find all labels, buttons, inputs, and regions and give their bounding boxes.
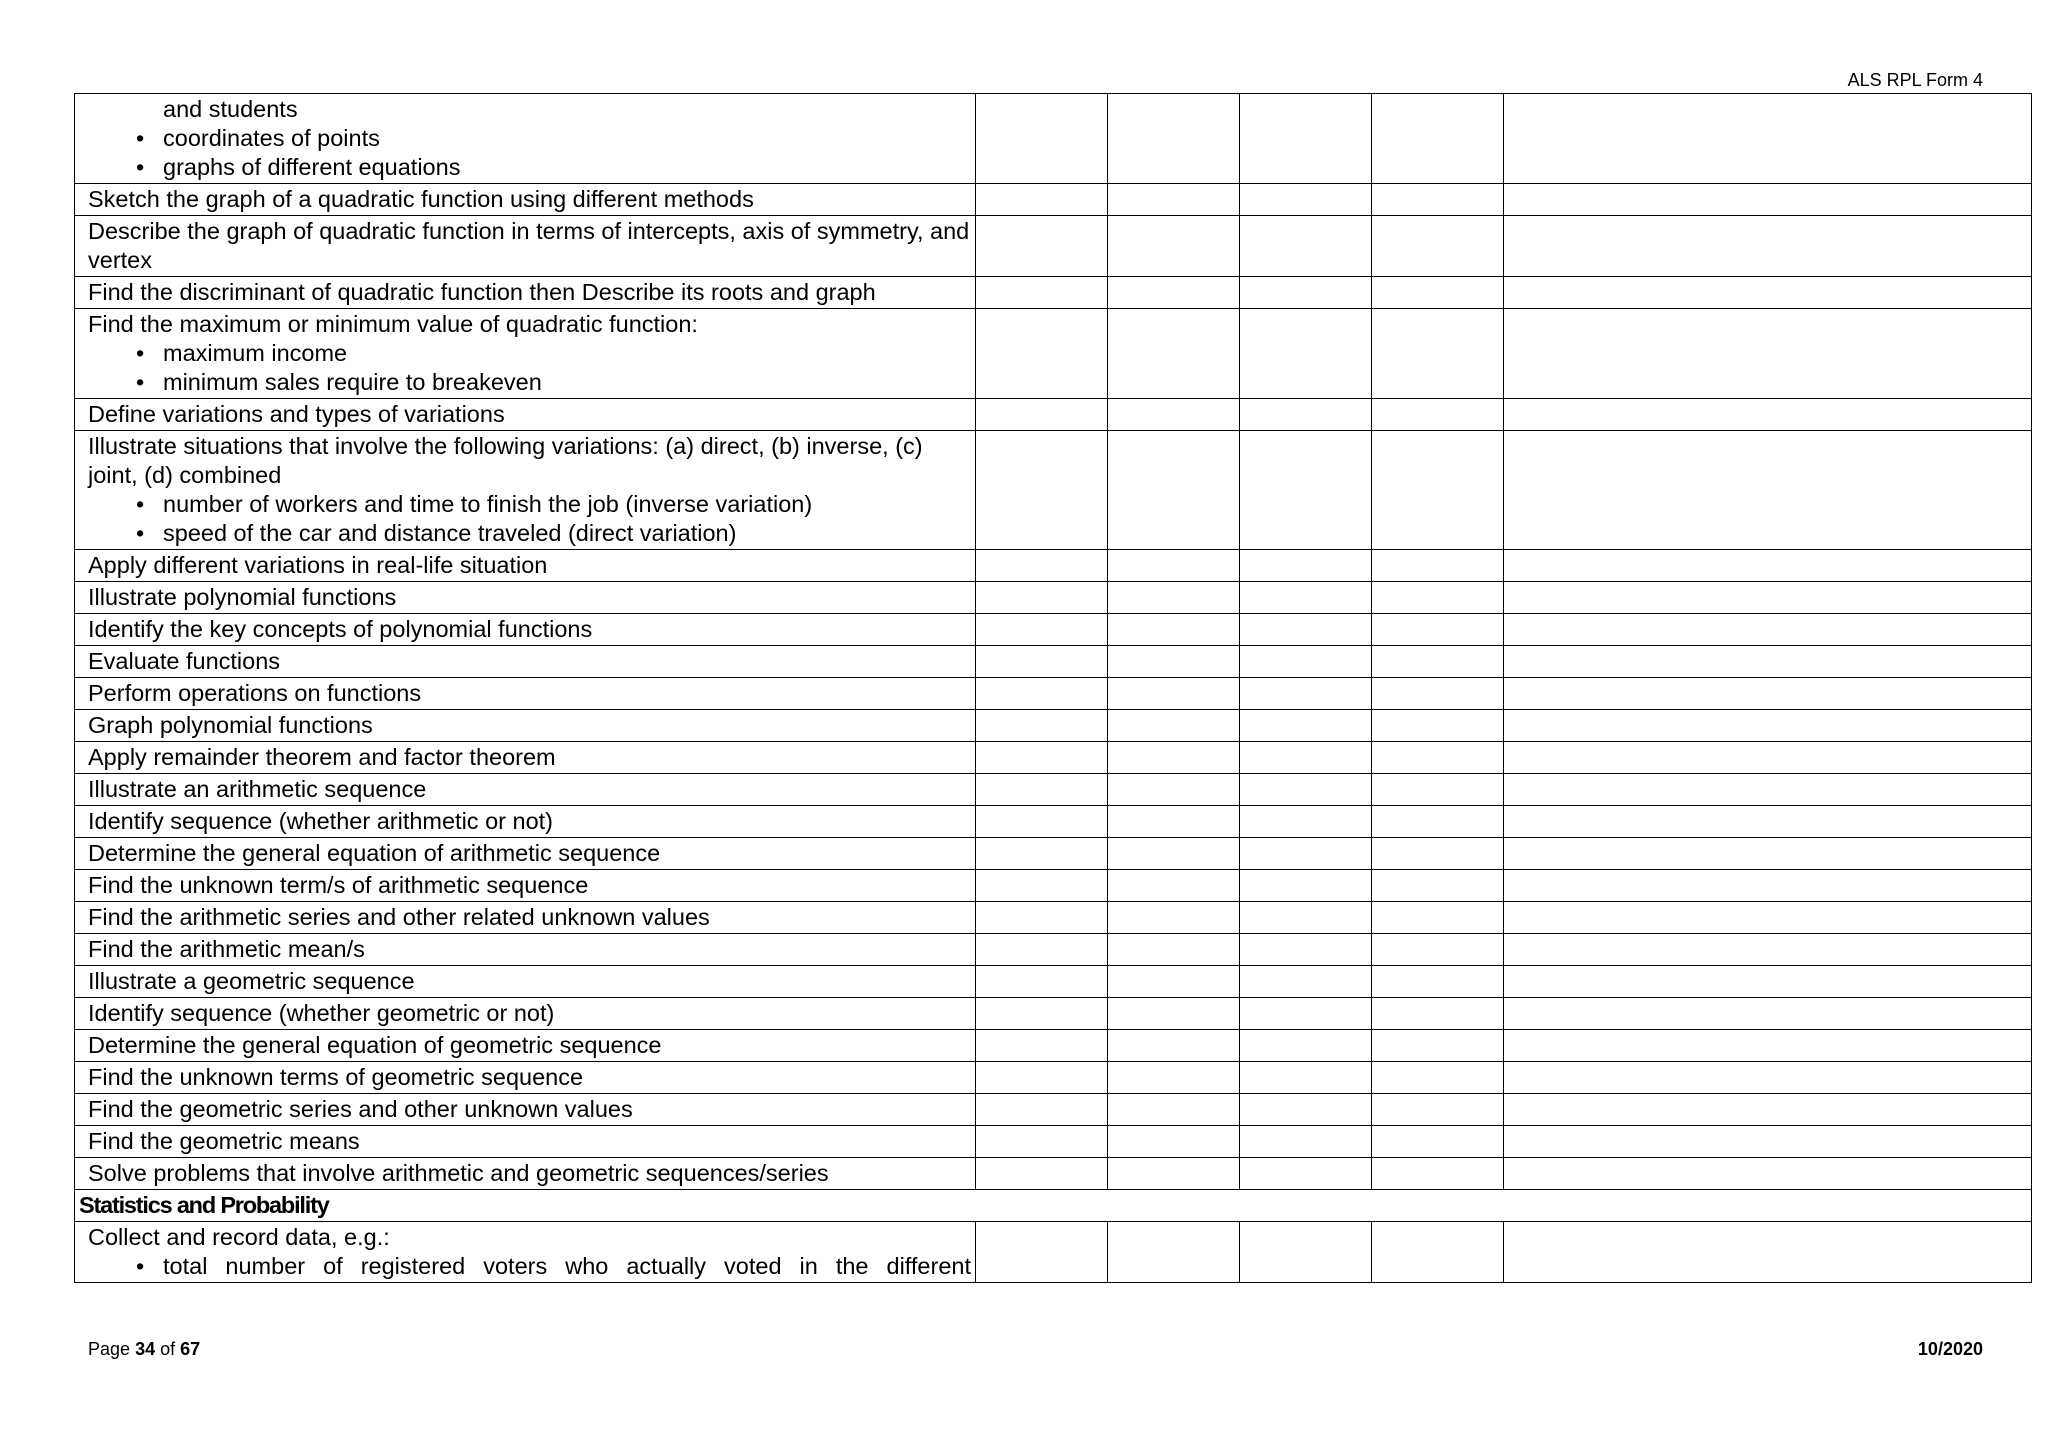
checkbox-cell[interactable] <box>976 1030 1108 1062</box>
competency-cell: Find the geometric series and other unknown values <box>75 1094 976 1126</box>
competency-text: and students <box>163 96 298 122</box>
checkbox-cell[interactable] <box>1108 806 1240 838</box>
checkbox-cell[interactable] <box>1240 184 1372 216</box>
checkbox-cell[interactable] <box>1240 216 1372 277</box>
bullet-item: • maximum income <box>136 340 348 366</box>
bullet-icon: • <box>136 125 145 151</box>
checkbox-cell[interactable] <box>1240 1126 1372 1158</box>
checkbox-cell[interactable] <box>1108 1030 1240 1062</box>
table-row <box>75 1222 2032 1283</box>
bullet-text <box>163 1252 975 1281</box>
checkbox-cell[interactable] <box>1108 838 1240 870</box>
checkbox-cell[interactable] <box>1372 582 1504 614</box>
checkbox-cell[interactable] <box>1240 838 1372 870</box>
checkbox-cell[interactable] <box>976 998 1108 1030</box>
remarks-cell[interactable] <box>1504 1222 2032 1283</box>
table-row <box>75 582 2032 614</box>
checkbox-cell[interactable] <box>1108 550 1240 582</box>
bullet-icon: • <box>136 154 145 180</box>
form-date: 10/2020 <box>1917 1339 1983 1359</box>
checkbox-cell[interactable] <box>1372 399 1504 431</box>
checkbox-cell[interactable] <box>1372 614 1504 646</box>
checkbox-cell[interactable] <box>1240 710 1372 742</box>
competency-cell: Find the unknown term/s of arithmetic sequence <box>75 870 976 902</box>
table-row <box>75 934 2032 966</box>
table-row <box>75 1158 2032 1190</box>
checkbox-cell[interactable] <box>1372 216 1504 277</box>
bullet-item: • coordinates of points <box>136 125 380 151</box>
checkbox-cell[interactable] <box>1108 934 1240 966</box>
remarks-cell[interactable] <box>1504 998 2032 1030</box>
remarks-cell[interactable] <box>1504 550 2032 582</box>
checkbox-cell[interactable] <box>1240 742 1372 774</box>
checkbox-cell[interactable] <box>1240 94 1372 184</box>
bullet-word: total <box>163 1253 208 1279</box>
bullet-item: • number of workers and time to finish the job (inverse variation) <box>136 491 813 517</box>
competency-cell: Sketch the graph of a quadratic function using different methods <box>75 184 976 216</box>
checkbox-cell[interactable] <box>1240 966 1372 998</box>
competency-cell: Solve problems that involve arithmetic and geometric sequences/series <box>75 1158 976 1190</box>
checkbox-cell[interactable] <box>1240 309 1372 399</box>
remarks-cell[interactable] <box>1504 309 2032 399</box>
checkbox-cell[interactable] <box>976 1222 1108 1283</box>
checkbox-cell[interactable] <box>1108 94 1240 184</box>
remarks-cell[interactable] <box>1504 277 2032 309</box>
competency-cell: Evaluate functions <box>75 646 976 678</box>
checkbox-cell[interactable] <box>1240 902 1372 934</box>
checkbox-cell[interactable] <box>1108 431 1240 550</box>
remarks-cell[interactable] <box>1504 1126 2032 1158</box>
checkbox-cell[interactable] <box>1108 216 1240 277</box>
remarks-cell[interactable] <box>1504 870 2032 902</box>
checkbox-cell[interactable] <box>1372 678 1504 710</box>
checkbox-cell[interactable] <box>1372 806 1504 838</box>
remarks-cell[interactable] <box>1504 431 2032 550</box>
checkbox-cell[interactable] <box>1108 399 1240 431</box>
checkbox-cell[interactable] <box>1240 1030 1372 1062</box>
checkbox-cell[interactable] <box>1108 184 1240 216</box>
table-row <box>75 678 2032 710</box>
checkbox-cell[interactable] <box>1108 902 1240 934</box>
checkbox-cell[interactable] <box>1108 1094 1240 1126</box>
checkbox-cell[interactable] <box>1372 550 1504 582</box>
checkbox-cell[interactable] <box>976 550 1108 582</box>
checkbox-cell[interactable] <box>1240 774 1372 806</box>
checkbox-cell[interactable] <box>976 1094 1108 1126</box>
competency-cell: Define variations and types of variations <box>75 399 976 431</box>
checkbox-cell[interactable] <box>1108 309 1240 399</box>
checkbox-cell[interactable] <box>976 870 1108 902</box>
bullet-word: voted <box>724 1253 782 1279</box>
checkbox-cell[interactable] <box>976 431 1108 550</box>
competency-cell: Determine the general equation of arithmetic sequence <box>75 838 976 870</box>
competency-cell: Identify sequence (whether arithmetic or not) <box>75 806 976 838</box>
remarks-cell[interactable] <box>1504 614 2032 646</box>
bullet-item: • minimum sales require to breakeven <box>136 369 542 395</box>
checkbox-cell[interactable] <box>1108 646 1240 678</box>
table-row <box>75 646 2032 678</box>
checkbox-cell[interactable] <box>1240 646 1372 678</box>
bullet-icon: • <box>136 520 145 546</box>
remarks-cell[interactable] <box>1504 742 2032 774</box>
checkbox-cell[interactable] <box>976 309 1108 399</box>
bullet-icon: • <box>136 491 145 517</box>
table-row <box>75 998 2032 1030</box>
checkbox-cell[interactable] <box>1108 1126 1240 1158</box>
remarks-cell[interactable] <box>1504 710 2032 742</box>
bullet-word: different <box>886 1253 971 1279</box>
remarks-cell[interactable] <box>1504 934 2032 966</box>
checkbox-cell[interactable] <box>1372 966 1504 998</box>
bullet-word: in <box>799 1253 818 1279</box>
table-row <box>75 1030 2032 1062</box>
table-row <box>75 870 2032 902</box>
form-label: ALS RPL Form 4 <box>1847 70 1983 90</box>
checkbox-cell[interactable] <box>1372 1158 1504 1190</box>
checkbox-cell[interactable] <box>1108 678 1240 710</box>
competency-text: Illustrate situations that involve the following variations: (a) direct, (b) inverse, (c) joint, (d) combined <box>88 433 923 488</box>
section-heading: Statistics and Probability <box>75 1190 2032 1222</box>
table-row <box>75 838 2032 870</box>
competency-cell <box>75 1222 976 1283</box>
checkbox-cell[interactable] <box>1372 774 1504 806</box>
checkbox-cell[interactable] <box>1108 710 1240 742</box>
competency-cell: Describe the graph of quadratic function in terms of intercepts, axis of symmetry, and vertex <box>75 216 976 277</box>
competency-cell: Determine the general equation of geometric sequence <box>75 1030 976 1062</box>
competency-cell: Find the arithmetic mean/s <box>75 934 976 966</box>
table-row <box>75 431 2032 550</box>
competency-checklist-table <box>74 93 2032 1283</box>
competency-cell: Find the discriminant of quadratic function then Describe its roots and graph <box>75 277 976 309</box>
bullet-word: registered <box>360 1253 466 1279</box>
checkbox-cell[interactable] <box>976 184 1108 216</box>
checkbox-cell[interactable] <box>1372 184 1504 216</box>
checkbox-cell[interactable] <box>1372 1094 1504 1126</box>
table-row <box>75 742 2032 774</box>
competency-cell: Illustrate polynomial functions <box>75 582 976 614</box>
checkbox-cell[interactable] <box>976 614 1108 646</box>
checkbox-cell[interactable] <box>1372 1126 1504 1158</box>
checkbox-cell[interactable] <box>976 1158 1108 1190</box>
checkbox-cell[interactable] <box>1372 742 1504 774</box>
checkbox-cell[interactable] <box>1240 1222 1372 1283</box>
checkbox-cell[interactable] <box>1240 870 1372 902</box>
checkbox-cell[interactable] <box>1372 94 1504 184</box>
checkbox-cell[interactable] <box>1108 1062 1240 1094</box>
competency-cell: Find the unknown terms of geometric sequence <box>75 1062 976 1094</box>
checkbox-cell[interactable] <box>1108 1158 1240 1190</box>
checkbox-cell[interactable] <box>1240 1158 1372 1190</box>
checkbox-cell[interactable] <box>1372 277 1504 309</box>
checkbox-cell[interactable] <box>1240 678 1372 710</box>
checkbox-cell[interactable] <box>1372 998 1504 1030</box>
bullet-item <box>88 1252 975 1281</box>
remarks-cell[interactable] <box>1504 1062 2032 1094</box>
bullet-word: who <box>565 1253 609 1279</box>
checkbox-cell[interactable] <box>1372 1062 1504 1094</box>
checkbox-cell[interactable] <box>1108 582 1240 614</box>
competency-text: Collect and record data, e.g.: <box>88 1224 390 1250</box>
checkbox-cell[interactable] <box>1240 277 1372 309</box>
competency-cell: Identify the key concepts of polynomial functions <box>75 614 976 646</box>
checkbox-cell[interactable] <box>976 774 1108 806</box>
remarks-cell[interactable] <box>1504 966 2032 998</box>
checkbox-cell[interactable] <box>1372 870 1504 902</box>
checkbox-cell[interactable] <box>1240 1094 1372 1126</box>
bullet-word: actually <box>626 1253 707 1279</box>
checkbox-cell[interactable] <box>1372 1030 1504 1062</box>
bullet-word: of <box>323 1253 343 1279</box>
checkbox-cell[interactable] <box>1240 614 1372 646</box>
table-row <box>75 806 2032 838</box>
competency-text: Find the maximum or minimum value of quadratic function: <box>88 311 698 337</box>
table-row <box>75 277 2032 309</box>
table-row <box>75 1062 2032 1094</box>
checkbox-cell[interactable] <box>1108 742 1240 774</box>
competency-cell: Find the geometric means <box>75 1126 976 1158</box>
remarks-cell[interactable] <box>1504 902 2032 934</box>
checkbox-cell[interactable] <box>1108 966 1240 998</box>
checkbox-cell[interactable] <box>976 838 1108 870</box>
competency-cell <box>75 431 976 550</box>
checkbox-cell[interactable] <box>976 582 1108 614</box>
checkbox-cell[interactable] <box>1108 614 1240 646</box>
checkbox-cell[interactable] <box>1240 582 1372 614</box>
checkbox-cell[interactable] <box>1108 870 1240 902</box>
checkbox-cell[interactable] <box>976 94 1108 184</box>
table-row <box>75 774 2032 806</box>
checkbox-cell[interactable] <box>976 710 1108 742</box>
table-row <box>75 614 2032 646</box>
checkbox-cell[interactable] <box>1372 309 1504 399</box>
checkbox-cell[interactable] <box>976 966 1108 998</box>
remarks-cell[interactable] <box>1504 1030 2032 1062</box>
checkbox-cell[interactable] <box>1108 998 1240 1030</box>
competency-cell <box>75 309 976 399</box>
checkbox-cell[interactable] <box>976 902 1108 934</box>
checkbox-cell[interactable] <box>976 934 1108 966</box>
table-row <box>75 1094 2032 1126</box>
remarks-cell[interactable] <box>1504 399 2032 431</box>
page-number: Page 34 of 67 <box>88 1339 201 1359</box>
checkbox-cell[interactable] <box>1240 806 1372 838</box>
table-row <box>75 966 2032 998</box>
competency-cell: Apply remainder theorem and factor theorem <box>75 742 976 774</box>
competency-cell: Identify sequence (whether geometric or not) <box>75 998 976 1030</box>
competency-cell: Find the arithmetic series and other related unknown values <box>75 902 976 934</box>
checkbox-cell[interactable] <box>1372 431 1504 550</box>
checkbox-cell[interactable] <box>1372 902 1504 934</box>
checkbox-cell[interactable] <box>1372 710 1504 742</box>
remarks-cell[interactable] <box>1504 678 2032 710</box>
table-row <box>75 399 2032 431</box>
table-row <box>75 184 2032 216</box>
bullet-item: • graphs of different equations <box>136 154 461 180</box>
checkbox-cell[interactable] <box>1372 646 1504 678</box>
checkbox-cell[interactable] <box>976 646 1108 678</box>
bullet-word: voters <box>483 1253 548 1279</box>
remarks-cell[interactable] <box>1504 94 2032 184</box>
remarks-cell[interactable] <box>1504 774 2032 806</box>
table-row <box>75 94 2032 184</box>
checkbox-cell[interactable] <box>976 399 1108 431</box>
table-row <box>75 710 2032 742</box>
checkbox-cell[interactable] <box>976 277 1108 309</box>
checkbox-cell[interactable] <box>1372 838 1504 870</box>
bullet-icon: • <box>136 369 145 395</box>
checkbox-cell[interactable] <box>1108 277 1240 309</box>
checkbox-cell[interactable] <box>1240 431 1372 550</box>
competency-cell: Perform operations on functions <box>75 678 976 710</box>
checkbox-cell[interactable] <box>1108 1222 1240 1283</box>
checkbox-cell[interactable] <box>976 678 1108 710</box>
checkbox-cell[interactable] <box>976 806 1108 838</box>
checkbox-cell[interactable] <box>1372 934 1504 966</box>
checkbox-cell[interactable] <box>1240 998 1372 1030</box>
competency-cell: Illustrate an arithmetic sequence <box>75 774 976 806</box>
table-row <box>75 902 2032 934</box>
table-row <box>75 550 2032 582</box>
checkbox-cell[interactable] <box>1240 399 1372 431</box>
checkbox-cell[interactable] <box>1240 1062 1372 1094</box>
table-row <box>75 1126 2032 1158</box>
bullet-item: • speed of the car and distance traveled (direct variation) <box>136 520 737 546</box>
competency-cell <box>75 94 976 184</box>
remarks-cell[interactable] <box>1504 1094 2032 1126</box>
checkbox-cell[interactable] <box>976 216 1108 277</box>
competency-cell: Graph polynomial functions <box>75 710 976 742</box>
checkbox-cell[interactable] <box>1240 934 1372 966</box>
checkbox-cell[interactable] <box>976 1126 1108 1158</box>
checkbox-cell[interactable] <box>1240 550 1372 582</box>
bullet-icon: • <box>136 340 145 366</box>
bullet-word: the <box>835 1253 869 1279</box>
table-row <box>75 216 2032 277</box>
checkbox-cell[interactable] <box>976 742 1108 774</box>
remarks-cell[interactable] <box>1504 1158 2032 1190</box>
checkbox-cell[interactable] <box>976 1062 1108 1094</box>
table-row <box>75 309 2032 399</box>
remarks-cell[interactable] <box>1504 216 2032 277</box>
remarks-cell[interactable] <box>1504 838 2032 870</box>
bullet-word: number <box>225 1253 306 1279</box>
remarks-cell[interactable] <box>1504 806 2032 838</box>
checkbox-cell[interactable] <box>1108 774 1240 806</box>
table-row <box>75 1190 2032 1222</box>
remarks-cell[interactable] <box>1504 646 2032 678</box>
checkbox-cell[interactable] <box>1372 1222 1504 1283</box>
remarks-cell[interactable] <box>1504 184 2032 216</box>
remarks-cell[interactable] <box>1504 582 2032 614</box>
bullet-icon: • <box>136 1253 145 1279</box>
competency-cell: Illustrate a geometric sequence <box>75 966 976 998</box>
competency-cell: Apply different variations in real-life situation <box>75 550 976 582</box>
